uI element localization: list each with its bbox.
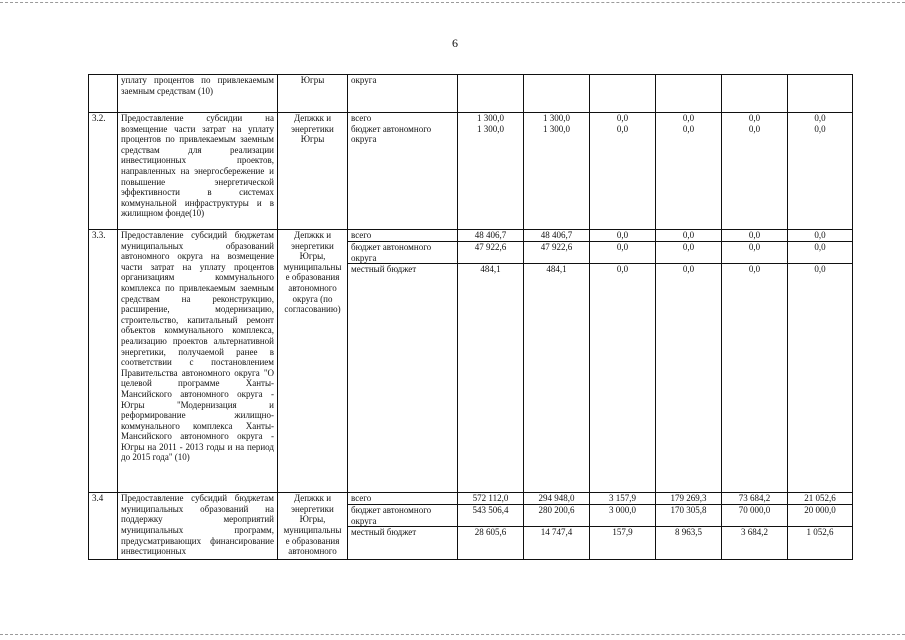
funding-source-cell: округа xyxy=(348,75,458,113)
amount-cell: 0,0 xyxy=(722,242,788,264)
amount-cell: 48 406,7 xyxy=(458,230,524,242)
funding-source-cell: местный бюджет xyxy=(348,264,458,493)
executor-cell: Депжкк и энергетики Югры, муниципальны е образования автономного xyxy=(278,493,348,560)
scan-bottom-edge xyxy=(0,634,905,635)
amount-cell: 0,0 xyxy=(788,230,853,242)
funding-source-cell: бюджет автономного округа xyxy=(348,242,458,264)
amount-cell: 20 000,0 xyxy=(788,505,853,527)
amount-cell: 0,0 xyxy=(656,264,722,493)
table-row xyxy=(89,230,853,242)
table-body xyxy=(89,75,853,560)
amount-cell: 14 747,4 xyxy=(524,527,590,560)
amount-cell: 28 605,6 xyxy=(458,527,524,560)
amount-cell: 0,0 0,0 xyxy=(656,113,722,230)
amount-cell: 179 269,3 xyxy=(656,493,722,505)
amount-cell: 0,0 xyxy=(656,242,722,264)
measure-description-cell: Предоставление субсидий бюджетам муниципальных образований на поддержку мероприятий муниципальных программ, предусматривающих финансирование инвестиционных xyxy=(118,493,278,560)
amount-cell: 0,0 xyxy=(590,230,656,242)
amount-cell: 3 157,9 xyxy=(590,493,656,505)
amount-cell: 3 684,2 xyxy=(722,527,788,560)
amount-cell: 0,0 xyxy=(590,264,656,493)
measure-number-cell: 3.4 xyxy=(89,493,118,560)
funding-source-cell: всего xyxy=(348,230,458,242)
amount-cell: 484,1 xyxy=(524,264,590,493)
amount-cell: 0,0 0,0 xyxy=(722,113,788,230)
amount-cell: 21 052,6 xyxy=(788,493,853,505)
amount-cell: 3 000,0 xyxy=(590,505,656,527)
measure-description-cell: уплату процентов по привлекаемым заемным средствам (10) xyxy=(118,75,278,113)
amount-cell: 0,0 xyxy=(590,242,656,264)
funding-source-cell: бюджет автономного округа xyxy=(348,505,458,527)
amount-cell: 0,0 xyxy=(656,230,722,242)
amount-cell: 280 200,6 xyxy=(524,505,590,527)
executor-cell: Депжкк и энергетики Югры xyxy=(278,113,348,230)
amount-cell: 70 000,0 xyxy=(722,505,788,527)
amount-cell: 294 948,0 xyxy=(524,493,590,505)
scan-top-edge xyxy=(0,2,905,3)
amount-cell: 0,0 xyxy=(788,242,853,264)
amount-cell: 0,0 xyxy=(722,230,788,242)
amount-cell: 170 305,8 xyxy=(656,505,722,527)
table-row xyxy=(89,493,853,505)
amount-cell xyxy=(788,75,853,113)
measure-description-cell: Предоставление субсидии на возмещение части затрат на уплату процентов по привлекаемым заемным средствам для реализации инвестиционных проектов, направленных на энергосбережение и повышение энергетической эффективности в системах коммунальной инфраструктуры и в жилищном фонде(10) xyxy=(118,113,278,230)
amount-cell: 1 300,0 1 300,0 xyxy=(458,113,524,230)
amount-cell: 48 406,7 xyxy=(524,230,590,242)
funding-source-cell: всего xyxy=(348,493,458,505)
page-number: 6 xyxy=(452,36,458,50)
amount-cell: 47 922,6 xyxy=(524,242,590,264)
table-row xyxy=(89,75,853,113)
amount-cell: 1 052,6 xyxy=(788,527,853,560)
amount-cell: 0,0 0,0 xyxy=(590,113,656,230)
funding-source-cell: местный бюджет xyxy=(348,527,458,560)
amount-cell: 0,0 xyxy=(788,264,853,493)
amount-cell: 47 922,6 xyxy=(458,242,524,264)
amount-cell xyxy=(524,75,590,113)
executor-cell: Депжкк и энергетики Югры, муниципальны е образования автономного округа (по согласованию) xyxy=(278,230,348,493)
table-row xyxy=(89,113,853,230)
measure-description-cell: Предоставление субсидий бюджетам муниципальных образований автономного округа на возмещение части затрат на уплату процентов организациям коммунального комплекса по привлекаемым заемным средствам на реконструкцию, расширение, модернизацию, строительство, капитальный ремонт объектов коммунального комплекса, реализацию проектов альтернативной энергетики, получаемой ранее в соответствии с постановлением Правительства автономного округа "О целевой программе Ханты-Мансийского автономного округа - Югры "Модернизация и реформирование жилищно-коммунального комплекса Ханты-Мансийского автономного округа - Югры на 2011 - 2013 годы и на период до 2015 года" (10) xyxy=(118,230,278,493)
amount-cell xyxy=(656,75,722,113)
amount-cell: 484,1 xyxy=(458,264,524,493)
amount-cell: 572 112,0 xyxy=(458,493,524,505)
amount-cell: 0,0 xyxy=(722,264,788,493)
amount-cell xyxy=(722,75,788,113)
program-measures-table xyxy=(88,74,853,560)
measure-number-cell: 3.3. xyxy=(89,230,118,493)
funding-source-cell: всего бюджет автономного округа xyxy=(348,113,458,230)
amount-cell: 0,0 0,0 xyxy=(788,113,853,230)
executor-cell: Югры xyxy=(278,75,348,113)
measure-number-cell xyxy=(89,75,118,113)
amount-cell: 157,9 xyxy=(590,527,656,560)
amount-cell: 8 963,5 xyxy=(656,527,722,560)
amount-cell xyxy=(458,75,524,113)
amount-cell: 1 300,0 1 300,0 xyxy=(524,113,590,230)
amount-cell: 73 684,2 xyxy=(722,493,788,505)
amount-cell: 543 506,4 xyxy=(458,505,524,527)
amount-cell xyxy=(590,75,656,113)
measure-number-cell: 3.2. xyxy=(89,113,118,230)
